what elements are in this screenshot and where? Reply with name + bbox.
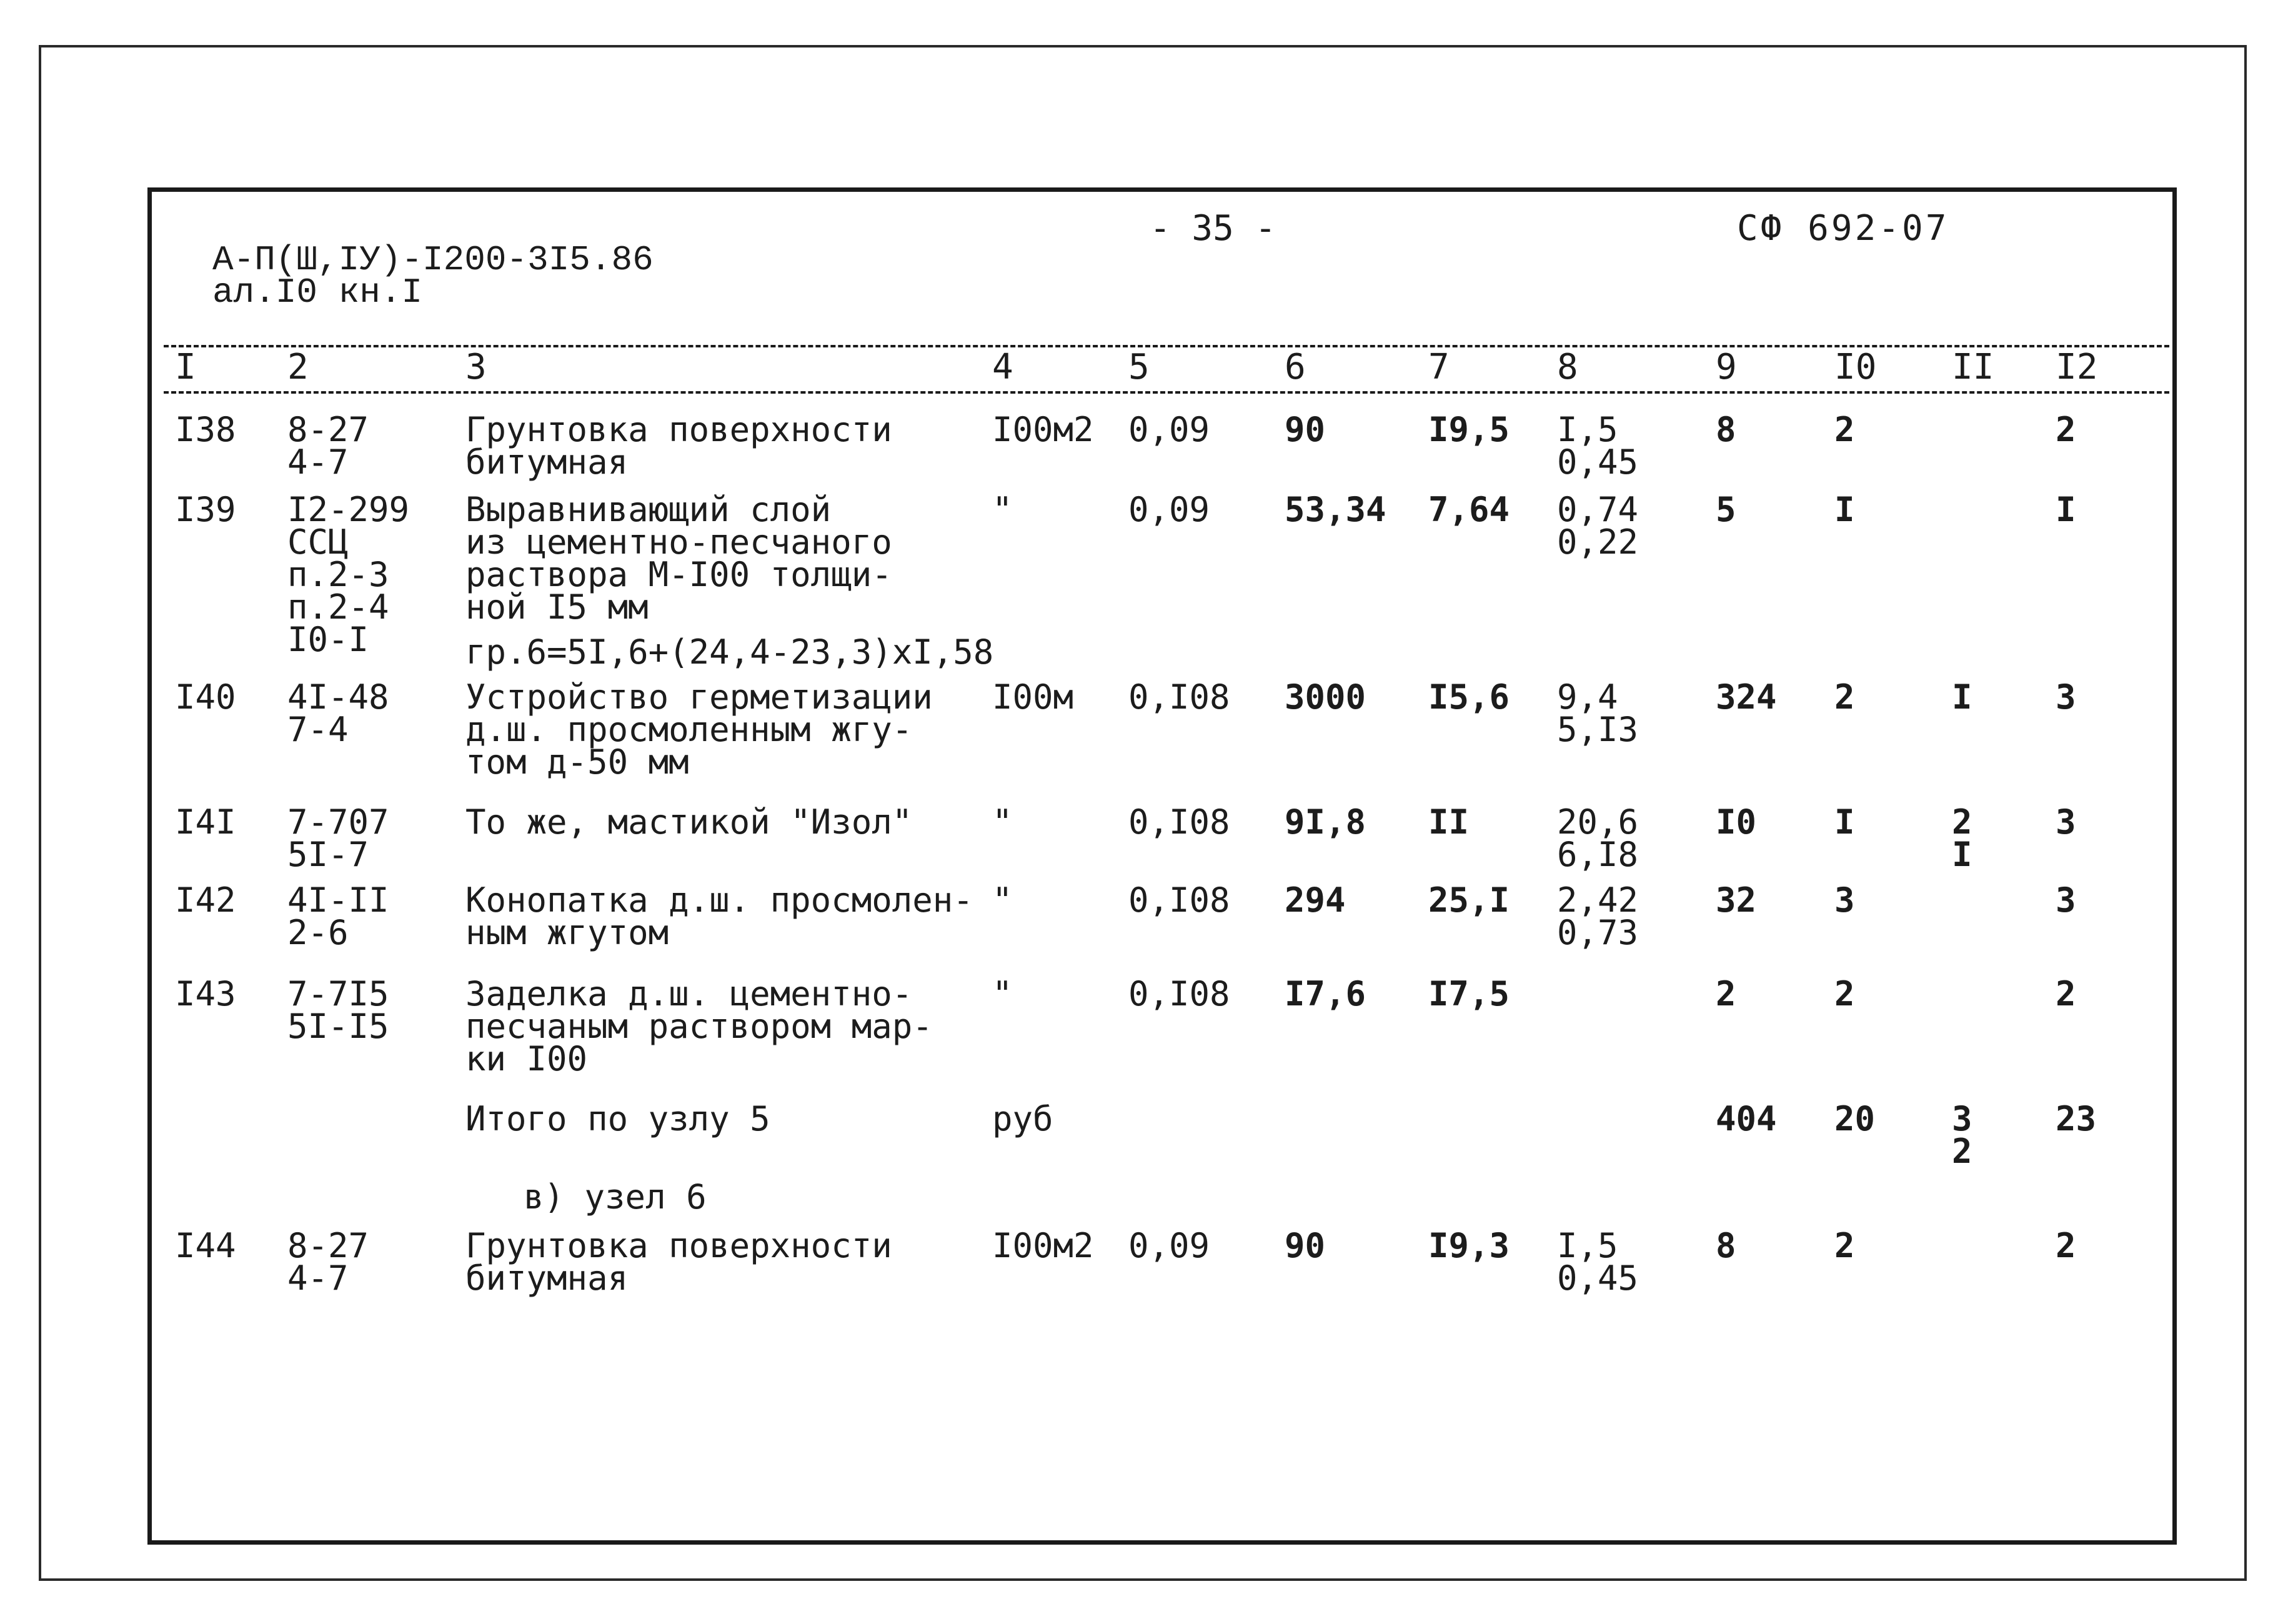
table-row-I44-c8: [1557, 1226, 1639, 1298]
cell-line: 0,73: [1557, 913, 1639, 952]
table-row-I42-c8: [1557, 880, 1639, 952]
cell-line: 2: [1952, 1132, 1972, 1171]
table-row-I4I-c10: I: [1834, 802, 1855, 842]
table-row-I4I-num: I4I: [175, 802, 236, 842]
document-code: [212, 240, 654, 312]
table-row-I38-desc: [465, 410, 892, 482]
table-row-I43-c7: I7,5: [1428, 974, 1510, 1014]
cell-line: 7-7I5: [287, 974, 389, 1014]
cell-line: Грунтовка поверхности: [465, 410, 892, 449]
table-row-I38-num: I38: [175, 410, 236, 449]
table-row-I44-c9: 8: [1716, 1226, 1736, 1265]
cell-line: 7-4: [287, 710, 349, 749]
cell-line: битумная: [465, 442, 629, 482]
cell-line: Выравнивающий слой: [465, 490, 832, 529]
cell-line: 20,6: [1557, 802, 1639, 842]
table-row-I40-c10: 2: [1834, 677, 1855, 717]
column-header-6: 6: [1285, 347, 1306, 387]
column-header-2: 2: [287, 347, 309, 387]
table-row-I4I-unit: ": [992, 802, 1013, 842]
table-row-I44-unit: I00м2: [992, 1226, 1094, 1265]
column-header-9: 9: [1716, 347, 1737, 387]
table-row-I39-c8: [1557, 490, 1639, 562]
cell-line: из цементно-песчаного: [465, 522, 892, 562]
page-number: - 35 -: [1150, 208, 1276, 249]
table-row-I39-num: I39: [175, 490, 236, 529]
table-row-I39-qty: 0,09: [1128, 490, 1210, 529]
table-row-I42-c12: 3: [2056, 880, 2076, 920]
cell-line: 5I-7: [287, 835, 369, 874]
table-row-I38-c12: 2: [2056, 410, 2076, 449]
document-code-line1: А-П(Ш,IУ)-I200-3I5.86: [212, 240, 654, 280]
table-row-I38-c8: [1557, 410, 1639, 482]
table-row-I4I-c11: [1952, 802, 1972, 874]
cell-line: 4-7: [287, 442, 349, 482]
table-row-I43-desc: [465, 974, 933, 1079]
cell-line: 4I-II: [287, 880, 389, 920]
table-row-I4I-c9: I0: [1716, 802, 1757, 842]
table-row-I4I-c6: 9I,8: [1285, 802, 1366, 842]
table-row-I43-c6: I7,6: [1285, 974, 1366, 1014]
cell-line: п.2-4: [287, 587, 389, 627]
cell-line: д.ш. просмоленным жгу-: [465, 710, 913, 749]
table-row-I40-num: I40: [175, 677, 236, 717]
cell-line: 6,I8: [1557, 835, 1639, 874]
table-row-I4I-c12: 3: [2056, 802, 2076, 842]
column-header-11: II: [1952, 347, 1994, 387]
table-row-I42-code: [287, 880, 389, 952]
table-row-I43-c10: 2: [1834, 974, 1855, 1014]
cell-line: I: [1952, 677, 1972, 717]
total-c10: 20: [1834, 1099, 1876, 1138]
cell-line: 0,45: [1557, 1258, 1639, 1298]
table-row-I42-c6: 294: [1285, 880, 1346, 920]
total-c12: 23: [2056, 1099, 2097, 1138]
table-row-I42-qty: 0,I08: [1128, 880, 1230, 920]
cell-line: 3: [1952, 1099, 1972, 1138]
cell-line: 8-27: [287, 1226, 369, 1265]
cell-line: То же, мастикой "Изол": [465, 802, 913, 842]
column-header-4: 4: [992, 347, 1013, 387]
cell-line: I2-299: [287, 490, 410, 529]
cell-line: битумная: [465, 1258, 629, 1298]
table-row-I40-code: [287, 677, 389, 749]
cell-line: 4I-48: [287, 677, 389, 717]
total-c9: 404: [1716, 1099, 1777, 1138]
column-header-3: 3: [465, 347, 487, 387]
table-row-I38-code: [287, 410, 369, 482]
table-row-I40-c7: I5,6: [1428, 677, 1510, 717]
table-row-I39-c10: I: [1834, 490, 1855, 529]
table-row-I39-unit: ": [992, 490, 1013, 529]
cell-line: ной I5 мм: [465, 587, 649, 627]
table-row-I38-c6: 90: [1285, 410, 1326, 449]
table-row-I40-c11: [1952, 677, 1972, 717]
table-row-I39-c12: I: [2056, 490, 2076, 529]
table-row-I40-c12: 3: [2056, 677, 2076, 717]
column-header-1: I: [175, 347, 196, 387]
table-row-I42-unit: ": [992, 880, 1013, 920]
table-header-bottom-rule: [164, 391, 2169, 394]
table-row-I39-c9: 5: [1716, 490, 1736, 529]
table-row-I38-c9: 8: [1716, 410, 1736, 449]
table-row-I38-c10: 2: [1834, 410, 1855, 449]
table-row-I44-c10: 2: [1834, 1226, 1855, 1265]
table-row-I44-c6: 90: [1285, 1226, 1326, 1265]
cell-line: Грунтовка поверхности: [465, 1226, 892, 1265]
table-row-I44-desc: [465, 1226, 892, 1298]
column-header-8: 8: [1557, 347, 1578, 387]
column-header-7: 7: [1428, 347, 1450, 387]
cell-line: песчаным раствором мар-: [465, 1007, 933, 1046]
table-row-I44-c12: 2: [2056, 1226, 2076, 1265]
table-row-I44-c7: I9,3: [1428, 1226, 1510, 1265]
cell-line: 8-27: [287, 410, 369, 449]
cell-line: ным жгутом: [465, 913, 669, 952]
table-row-I39-note: гр.6=5I,6+(24,4-23,3)xI,58: [465, 632, 994, 672]
total-unit: руб: [992, 1099, 1053, 1138]
cell-line: 0,74: [1557, 490, 1639, 529]
table-row-I42-c9: 32: [1716, 880, 1757, 920]
cell-line: 7-707: [287, 802, 389, 842]
cell-line: ССЦ: [287, 522, 349, 562]
cell-line: 0,22: [1557, 522, 1639, 562]
table-row-I39-c6: 53,34: [1285, 490, 1386, 529]
table-row-I40-desc: [465, 677, 933, 782]
cell-line: I: [1952, 835, 1972, 874]
table-row-I43-unit: ": [992, 974, 1013, 1014]
table-row-I44-code: [287, 1226, 369, 1298]
table-row-I38-c7: I9,5: [1428, 410, 1510, 449]
cell-line: раствора М-I00 толщи-: [465, 555, 892, 594]
cell-line: 9,4: [1557, 677, 1618, 717]
table-row-I39-desc: [465, 490, 892, 627]
table-row-I4I-code: [287, 802, 389, 874]
column-header-5: 5: [1128, 347, 1150, 387]
document-code-line2: ал.I0 кн.I: [212, 272, 423, 312]
cell-line: 5I-I5: [287, 1007, 389, 1046]
table-row-I43-c12: 2: [2056, 974, 2076, 1014]
table-row-I43-qty: 0,I08: [1128, 974, 1230, 1014]
table-row-I4I-c8: [1557, 802, 1639, 874]
total-label: Итого по узлу 5: [465, 1099, 770, 1138]
cell-line: 4-7: [287, 1258, 349, 1298]
cell-line: I0-I: [287, 620, 369, 659]
cell-line: Конопатка д.ш. просмолен-: [465, 880, 973, 920]
table-row-I42-num: I42: [175, 880, 236, 920]
cell-line: ки I00: [465, 1039, 588, 1079]
cell-line: Заделка д.ш. цементно-: [465, 974, 913, 1014]
table-row-I4I-qty: 0,I08: [1128, 802, 1230, 842]
cell-line: 0,45: [1557, 442, 1639, 482]
table-row-I40-unit: I00м: [992, 677, 1074, 717]
cell-line: Устройство герметизации: [465, 677, 933, 717]
table-row-I39-code: [287, 490, 410, 659]
table-row-I38-qty: 0,09: [1128, 410, 1210, 449]
table-row-I42-c7: 25,I: [1428, 880, 1510, 920]
cell-line: 2-6: [287, 913, 349, 952]
cell-line: 2,42: [1557, 880, 1639, 920]
table-row-I42-c10: 3: [1834, 880, 1855, 920]
total-c11: [1952, 1099, 1972, 1171]
column-header-12: I2: [2056, 347, 2098, 387]
table-row-I44-num: I44: [175, 1226, 236, 1265]
table-row-I38-unit: I00м2: [992, 410, 1094, 449]
cell-line: том д-50 мм: [465, 742, 689, 782]
table-row-I40-c8: [1557, 677, 1639, 749]
cell-line: 5,I3: [1557, 710, 1639, 749]
table-row-I43-num: I43: [175, 974, 236, 1014]
cell-line: I,5: [1557, 1226, 1618, 1265]
table-row-I39-c7: 7,64: [1428, 490, 1510, 529]
table-row-I43-c9: 2: [1716, 974, 1736, 1014]
table-row-I40-c6: 3000: [1285, 677, 1366, 717]
section-heading: в) узел 6: [524, 1177, 707, 1217]
document-reference: СФ 692-07: [1737, 208, 1949, 249]
cell-line: I,5: [1557, 410, 1618, 449]
table-row-I44-qty: 0,09: [1128, 1226, 1210, 1265]
table-row-I40-qty: 0,I08: [1128, 677, 1230, 717]
column-header-10: I0: [1834, 347, 1877, 387]
table-row-I4I-desc: [465, 802, 913, 842]
table-row-I40-c9: 324: [1716, 677, 1777, 717]
table-row-I43-code: [287, 974, 389, 1046]
table-row-I42-desc: [465, 880, 973, 952]
cell-line: 2: [1952, 802, 1972, 842]
cell-line: п.2-3: [287, 555, 389, 594]
table-row-I4I-c7: II: [1428, 802, 1470, 842]
